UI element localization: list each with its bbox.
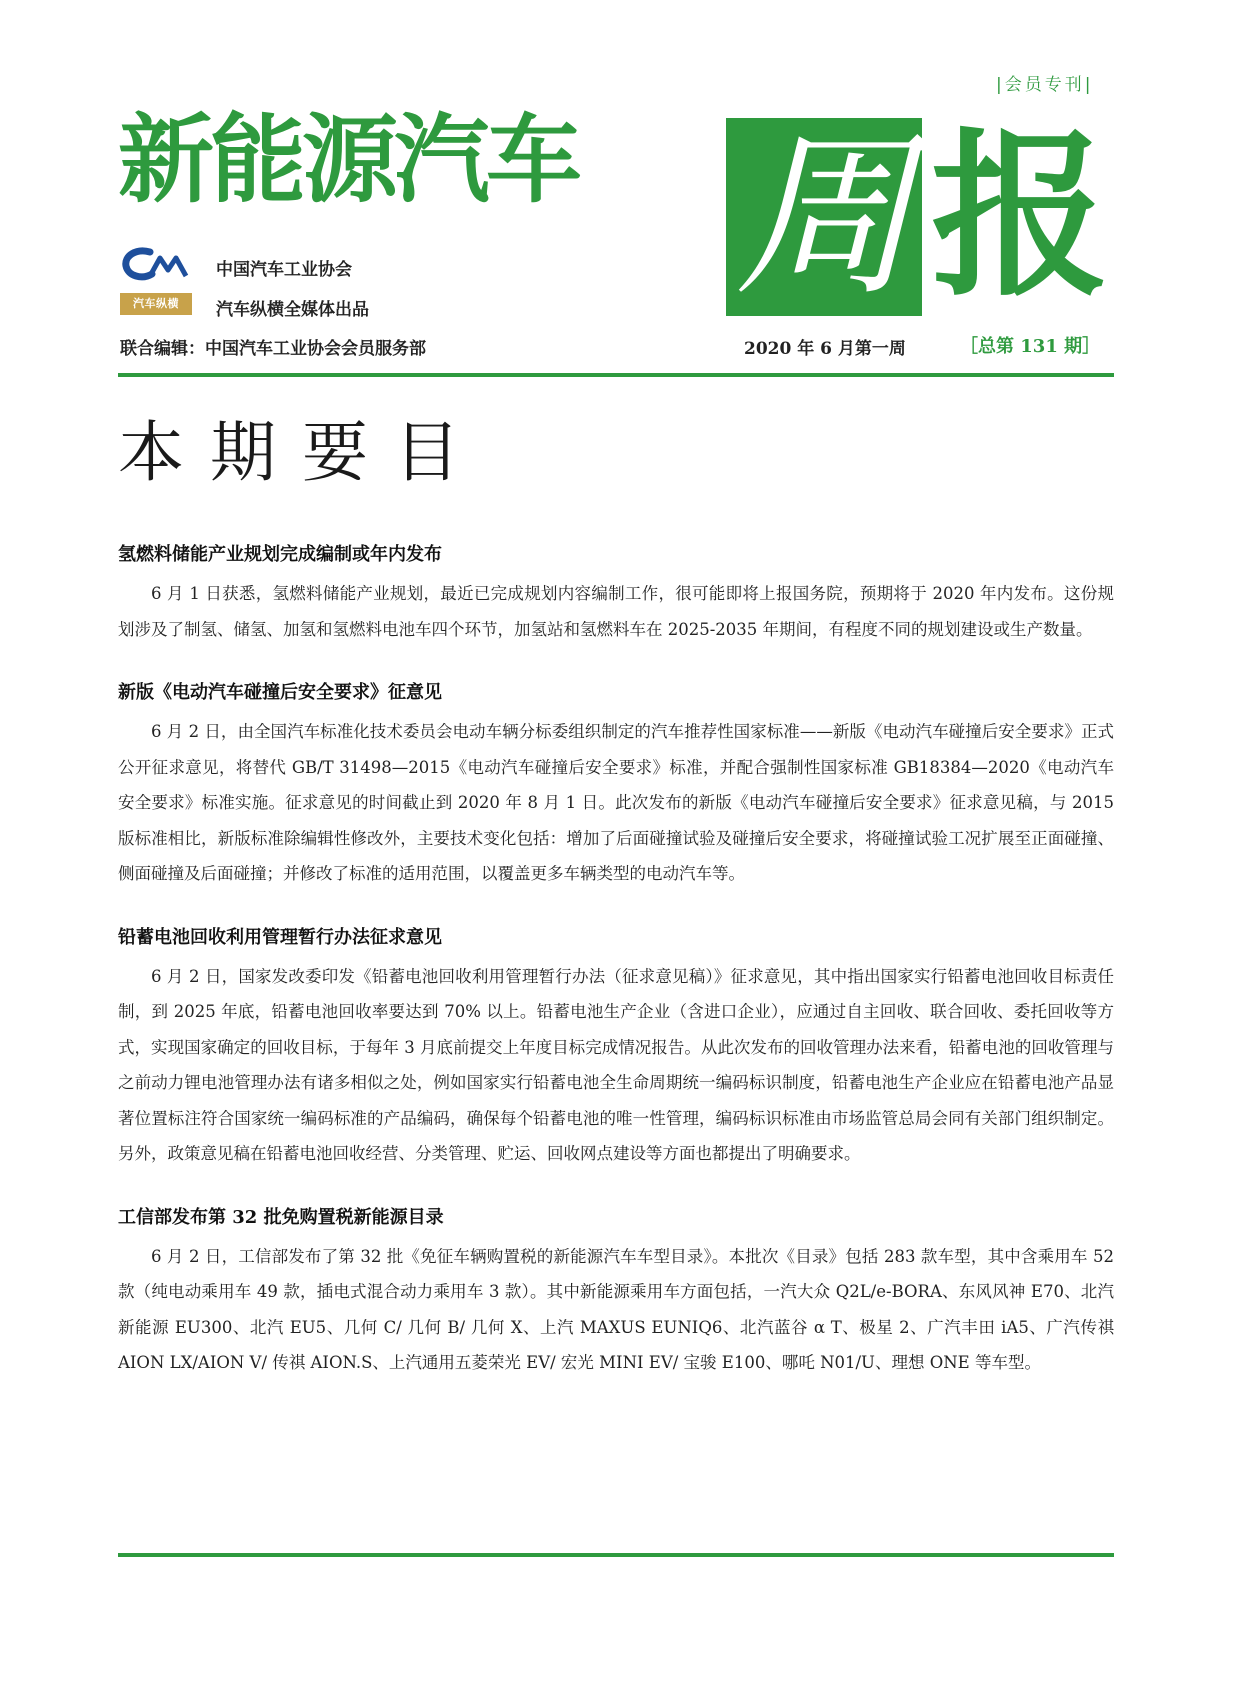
- caam-logo-icon: [120, 246, 192, 282]
- article-body: 6 月 1 日获悉，氢燃料储能产业规划，最近已完成规划内容编制工作，很可能即将上报国务院，预期将于 2020 年内发布。这份规划涉及了制氢、储氢、加氢和氢燃料电池车四个环节，加氢站和氢燃料车在 2025-2035 年期间，有程度不同的规划建设或生产数量。: [118, 584, 1114, 639]
- masthead-bao: 报: [931, 113, 1109, 320]
- article-tax-exempt-catalog: [118, 1203, 1114, 1381]
- org-publisher: 汽车纵横全媒体出品: [216, 300, 369, 320]
- auto-review-logo: 汽车纵横: [120, 293, 192, 315]
- member-edition-tag: |会员专刊|: [996, 75, 1094, 95]
- article-title: 铅蓄电池回收利用管理暂行办法征求意见: [118, 926, 442, 948]
- article-ev-crash-standard: [118, 678, 1114, 892]
- header-divider: [118, 373, 1114, 377]
- article-body: 6 月 2 日，由全国汽车标准化技术委员会电动车辆分标委组织制定的汽车推荐性国家标准——新版《电动汽车碰撞后安全要求》正式公开征求意见，将替代 GB/T 31498—2015《电动汽车碰撞后安全要求》标准，并配合强制性国家标准 GB18384—2020《电动汽车安全要求》标准实施。征求意见的时间截止到 2020 年 8 月 1 日。此次发布的新版《电动汽车碰撞后安全要求》征求意见稿，与 2015 版标准相比，新版标准除编辑性修改外，主要技术变化包括：增加了后面碰撞试验及碰撞后安全要求，将碰撞试验工况扩展至正面碰撞、侧面碰撞及后面碰撞；并修改了标准的适用范围，以覆盖更多车辆类型的电动汽车等。: [118, 722, 1114, 883]
- article-body: 6 月 2 日，工信部发布了第 32 批《免征车辆购置税的新能源汽车车型目录》。本批次《目录》包括 283 款车型，其中含乘用车 52 款（纯电动乘用车 49 款，插电式混合动力乘用车 3 款）。其中新能源乘用车方面包括，一汽大众 Q2L/e-BORA、东风风神 E70、北汽新能源 EU300、北汽 EU5、几何 C/ 几何 B/ 几何 X、上汽 MAXUS EUNIQ6、北汽蓝谷 α T、极星 2、广汽丰田 iA5、广汽传祺 AION LX/AION V/ 传祺 AION.S、上汽通用五菱荣光 EV/ 宏光 MINI EV/ 宝骏 E100、哪吒 N01/U、理想 ONE 等车型。: [118, 1246, 1114, 1372]
- masthead-title: 新能源汽车: [118, 104, 578, 216]
- article-hydrogen-plan: [118, 540, 1114, 647]
- footer-divider: [118, 1553, 1114, 1557]
- article-list: [118, 540, 1114, 1412]
- issue-date: 2020 年 6 月第一周: [744, 339, 906, 359]
- section-title: 本期要目: [118, 414, 486, 491]
- article-title: 新版《电动汽车碰撞后安全要求》征意见: [118, 682, 442, 703]
- joint-editor: 联合编辑：中国汽车工业协会会员服务部: [120, 339, 426, 359]
- article-lead-battery-recycling: [118, 923, 1114, 1172]
- org-caam: 中国汽车工业协会: [216, 260, 352, 280]
- article-body: 6 月 2 日，国家发改委印发《铅蓄电池回收利用管理暂行办法（征求意见稿）》征求意见，其中指出国家实行铅蓄电池回收目标责任制，到 2025 年底，铅蓄电池回收率要达到 70% 以上。铅蓄电池生产企业（含进口企业），应通过自主回收、联合回收、委托回收等方式，实现国家确定的回收目标，于每年 3 月底前提交上年度目标完成情况报告。从此次发布的回收管理办法来看，铅蓄电池的回收管理与之前动力锂电池管理办法有诸多相似之处，例如国家实行铅蓄电池全生命周期统一编码标识制度，铅蓄电池生产企业应在铅蓄电池产品显著位置标注符合国家统一编码标准的产品编码，确保每个铅蓄电池的唯一性管理，编码标识标准由市场监管总局会同有关部门组织制定。另外，政策意见稿在铅蓄电池回收经营、分类管理、贮运、回收网点建设等方面也都提出了明确要求。: [118, 966, 1114, 1163]
- issue-number: ［总第 131 期］: [960, 336, 1101, 357]
- article-title: 工信部发布第 32 批免购置税新能源目录: [118, 1206, 444, 1228]
- article-title: 氢燃料储能产业规划完成编制或年内发布: [118, 544, 442, 565]
- masthead-zhou: 周: [735, 113, 913, 320]
